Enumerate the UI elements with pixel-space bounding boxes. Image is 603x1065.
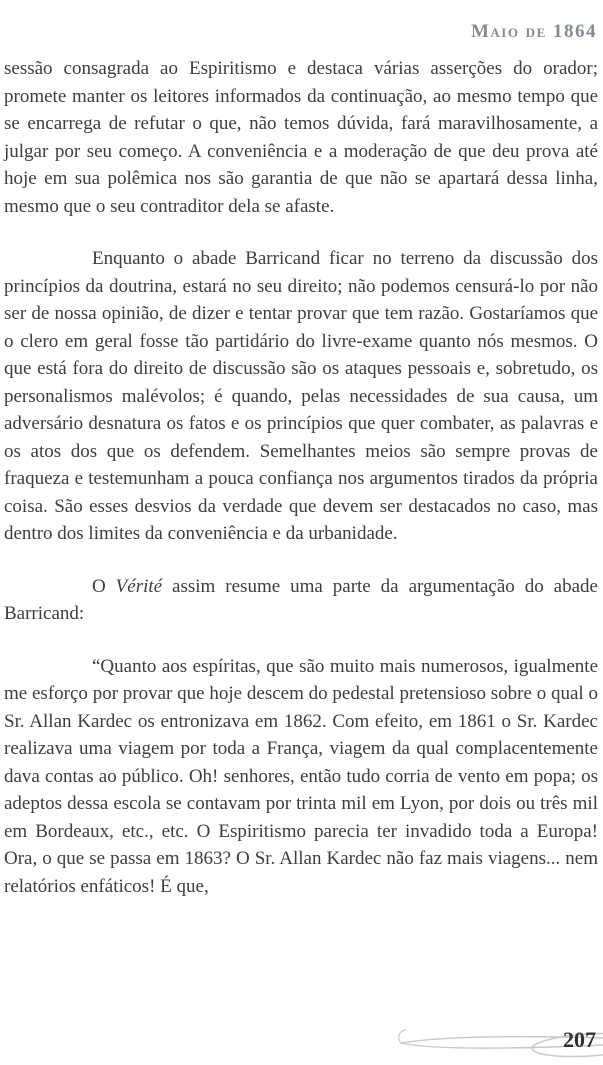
italic-journal-title: Vérité	[115, 575, 163, 597]
page-body	[4, 55, 598, 925]
paragraph-4	[4, 653, 598, 901]
text-segment: O	[92, 575, 116, 597]
paragraph-1	[4, 55, 598, 220]
text-segment: Enquanto o abade Barricand ficar no terreno da discussão dos princípios da doutrina, estará no seu direito; não podemos censurá-lo por não ser de nossa opinião, de dizer e tentar provar que tem razão. Gostaríamos que o clero em geral fosse tão partidário do livre-exame quanto nós mesmos. O que está fora do direito de discussão são os ataques pessoais e, sobretudo, os personalismos malévolos; é quando, pelas necessidades de sua causa, um adversário desnatura os fatos e os princípios que quer combater, as palavras e os atos dos que os defendem. Semelhantes meios são sempre provas de fraqueza e testemunham a pouca confiança nos argumentos tirados da própria coisa. São esses desvios da verdade que devem ser destacados no caso, mas dentro dos limites da conveniência e da urbanidade.	[4, 248, 598, 544]
text-segment: assim resume uma parte da argumentação do abade Barricand:	[4, 575, 598, 624]
text-segment: sessão consagrada ao Espiritismo e destaca várias asserções do orador; promete manter os leitores informados da continuação, ao mesmo tempo que se encarrega de refutar o que, não temos dúvida, fará maravilhosamente, a julgar por seu começo. A conveniência e a moderação de que deu prova até hoje em sua polêmica nos são garantia de que não se apartará dessa linha, mesmo que o seu contraditor dela se afaste.	[4, 58, 598, 217]
page-number: 207	[563, 1027, 596, 1052]
flourish-hook	[399, 1030, 405, 1043]
paragraph-2	[4, 245, 598, 548]
running-header: Maio de 1864	[470, 21, 597, 42]
paragraph-3	[4, 573, 598, 628]
text-segment: “Quanto aos espíritas, que são muito mais numerosos, igualmente me esforço por provar que hoje descem do pedestal pretensioso sobre o qual o Sr. Allan Kardec os entronizava em 1862. Com efeito, em 1861 o Sr. Kardec realizava uma viagem por toda a França, viagem da qual complacentemente dava contas ao público. Oh! senhores, então tudo corria de vento em popa; os adeptos dessa escola se contavam por trinta mil em Lyon, por dois ou três mil em Bordeaux, etc., etc. O Espiritismo parecia ter invadido toda a Europa! Ora, o que se passa em 1863? O Sr. Allan Kardec não faz mais viagens... nem relatórios enfáticos! É que,	[4, 655, 598, 897]
